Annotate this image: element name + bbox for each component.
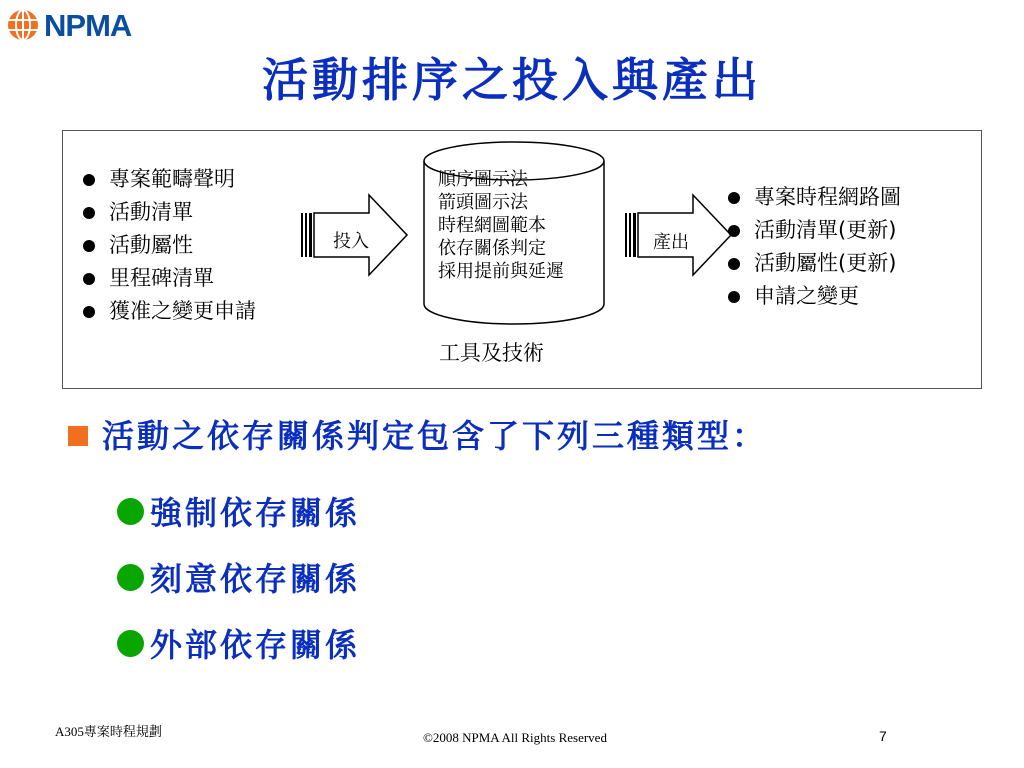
green-bullet-icon xyxy=(117,630,144,657)
footer-course: A305專案時程規劃 xyxy=(55,724,162,739)
list-item xyxy=(728,280,901,313)
inputs-list xyxy=(83,163,256,328)
bullet-dot xyxy=(83,174,95,186)
list-item xyxy=(83,196,256,229)
sub-bullet-text: 刻意依存關係 xyxy=(150,560,361,598)
tools-caption: 工具及技術 xyxy=(439,341,544,365)
list-item xyxy=(728,181,901,214)
bullet-dot xyxy=(728,225,740,237)
output-label: 申請之變更 xyxy=(754,284,859,308)
globe-icon xyxy=(6,8,40,42)
sub-bullet-text: 外部依存關係 xyxy=(150,626,361,664)
footer-copyright: ©2008 NPMA All Rights Reserved xyxy=(423,730,607,745)
bullet-dot xyxy=(83,207,95,219)
slide-title: 活動排序之投入與產出 xyxy=(262,53,762,107)
green-bullet-icon xyxy=(117,564,144,591)
logo-text: NPMA xyxy=(44,8,132,43)
tool-item: 依存關係判定 xyxy=(438,238,546,259)
list-item xyxy=(83,229,256,262)
list-item xyxy=(117,544,360,610)
square-bullet-icon xyxy=(68,426,88,446)
main-bullet xyxy=(68,412,767,460)
list-item xyxy=(728,247,901,280)
input-label: 活動屬性 xyxy=(109,233,193,257)
bullet-dot xyxy=(83,306,95,318)
list-item xyxy=(117,610,360,676)
output-label: 專案時程網路圖 xyxy=(754,185,901,209)
output-label: 活動清單(更新) xyxy=(754,218,897,242)
main-bullet-text: 活動之依存關係判定包含了下列三種類型： xyxy=(102,417,768,455)
input-label: 活動清單 xyxy=(109,200,193,224)
process-diagram xyxy=(62,130,982,389)
tools-list xyxy=(438,168,564,283)
list-item xyxy=(83,295,256,328)
input-arrow-label: 投入 xyxy=(333,231,369,252)
input-label: 里程碑清單 xyxy=(109,266,214,290)
tool-item: 採用提前與延遲 xyxy=(438,261,564,282)
list-item xyxy=(728,214,901,247)
output-label: 活動屬性(更新) xyxy=(754,251,897,275)
bullet-dot xyxy=(83,273,95,285)
bullet-dot xyxy=(728,192,740,204)
bullet-dot xyxy=(728,291,740,303)
list-item xyxy=(83,262,256,295)
bullet-dot xyxy=(83,240,95,252)
tool-item: 時程網圖範本 xyxy=(438,215,546,236)
list-item xyxy=(117,478,360,544)
bullet-dot xyxy=(728,258,740,270)
sub-bullet-list xyxy=(117,478,360,676)
tool-item: 箭頭圖示法 xyxy=(438,192,528,213)
sub-bullet-text: 強制依存關係 xyxy=(150,494,361,532)
input-label: 獲准之變更申請 xyxy=(109,299,256,323)
input-label: 專案範疇聲明 xyxy=(109,167,235,191)
green-bullet-icon xyxy=(117,498,144,525)
page-number: 7 xyxy=(879,728,887,744)
output-arrow-label: 產出 xyxy=(653,232,689,253)
npma-logo xyxy=(6,6,142,46)
tool-item: 順序圖示法 xyxy=(438,169,528,190)
outputs-list xyxy=(728,181,901,313)
list-item xyxy=(83,163,256,196)
